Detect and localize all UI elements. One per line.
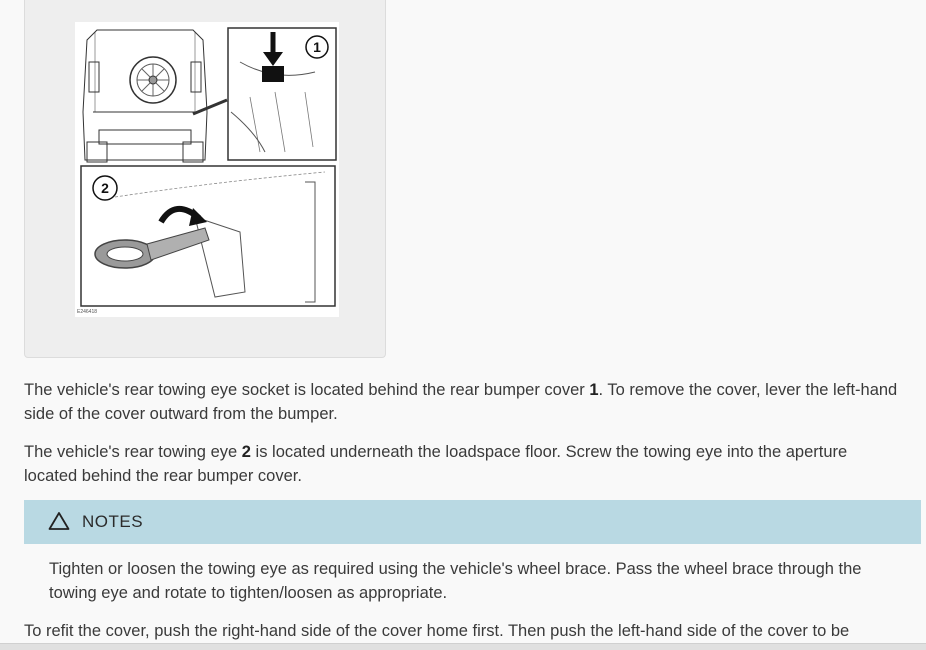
bottom-divider [0,643,926,650]
paragraph-1-callout: 1 [589,381,599,399]
paragraph-refit-cover: To refit the cover, push the right-hand side of the cover home first. Then push the left-hand side of the cover to be [24,622,850,640]
paragraph-towing-eye [24,440,904,488]
figure-card [24,0,386,358]
callout-1: 1 [313,39,321,55]
paragraph-1-text: The vehicle's rear towing eye socket is located behind the rear bumper cover [24,381,590,399]
notes-header [24,500,921,544]
towing-eye-illustration [75,22,339,317]
warning-triangle-icon [48,511,70,531]
paragraph-1-text-end: . To remove the cover, lever the left-hand side of the cover outward from the bumper. [24,381,898,423]
paragraph-2-text-end: is located underneath the loadspace floor. Screw the towing eye into the aperture located behind the rear bumper cover. [24,443,848,485]
figure-code: E246418 [77,309,98,315]
paragraph-bumper-cover [24,378,904,426]
notes-title: NOTES [82,512,144,531]
notes-body: Tighten or loosen the towing eye as required using the vehicle's wheel brace. Pass the wheel brace through the towing eye and rotate to tighten/loosen as appropriate. [49,560,862,602]
paragraph-2-text: The vehicle's rear towing eye [24,443,242,461]
towing-eye-diagram [75,22,339,317]
paragraph-2-callout: 2 [241,443,251,461]
callout-2: 2 [101,180,109,196]
